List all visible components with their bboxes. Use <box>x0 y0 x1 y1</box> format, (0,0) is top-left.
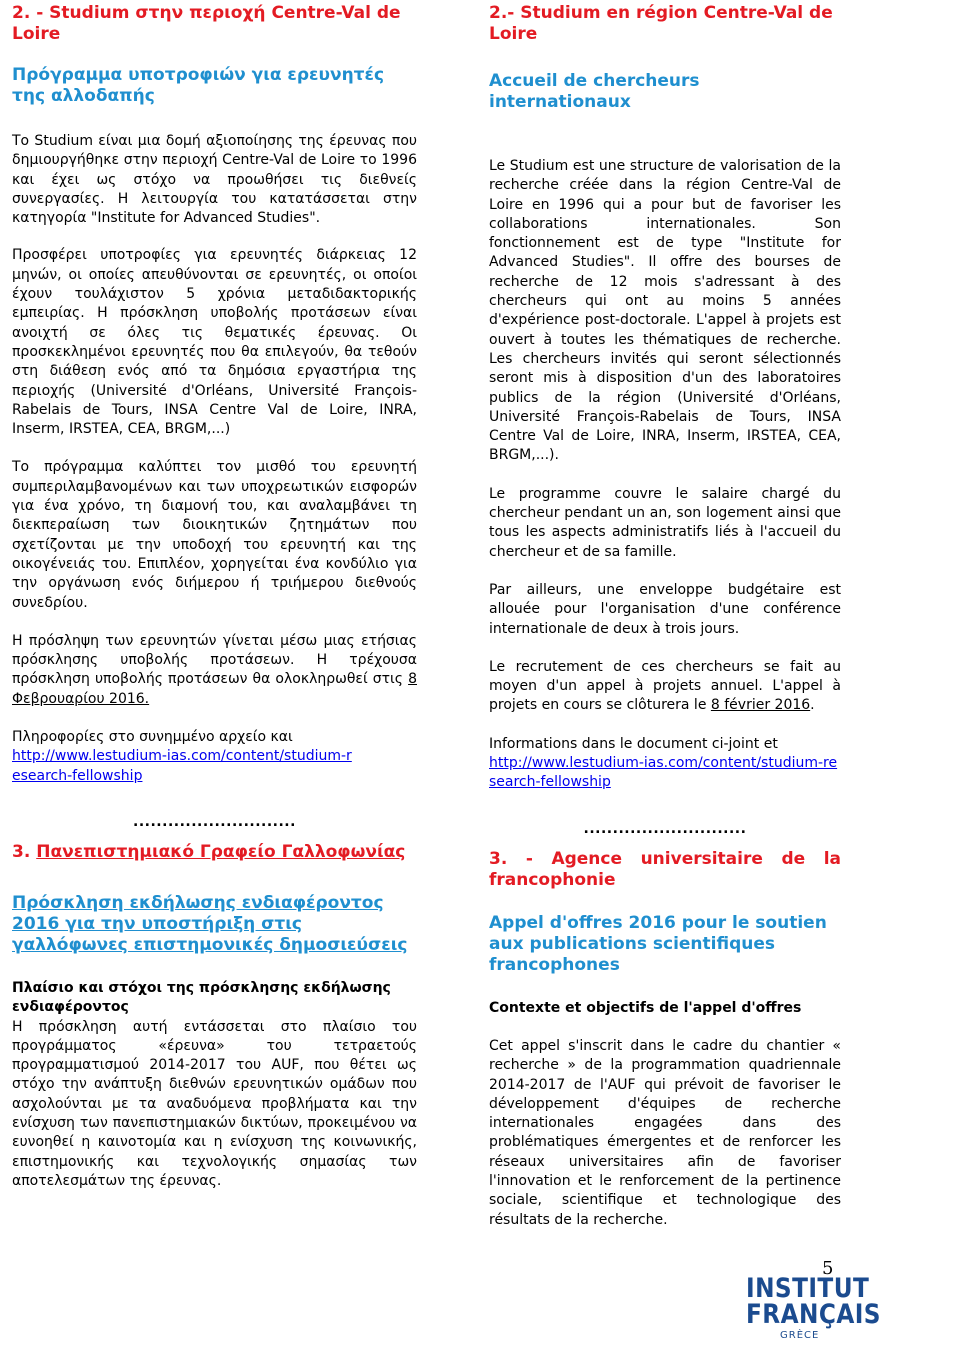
page-number: 5 <box>822 1258 834 1279</box>
deadline-date-fr: 8 février 2016 <box>710 697 811 714</box>
studium-title-fr: 2.- Studium en région Centre-Val de Loire <box>489 3 833 44</box>
auf-body-el: Η πρόσκληση αυτή εντάσσεται στο πλαίσιο του προγράμματος «έρευνα» του τετραετούς προγραμματισμού 2014-2017 του AUF, που θέτει ως στόχο την ανάπτυξη διεθνών ερευνητικών ομάδων που ασχολούνται με τα αναδυόμενα προβλήματα και την ενίσχυση των πανεπιστημιακών δικτύων, προκειμένου να ευνοηθεί η καινοτομία και η ενίσχυση της κοινωνικής, επιστημονικής και τεχνολογικής σημασίας των αποτελεσμάτων της έρευνας. <box>12 1018 417 1189</box>
auf-subtitle-fr: Appel d'offres 2016 pour le soutien aux publications scientifiques francophones <box>489 912 827 975</box>
logo-line-3: GRÈCE <box>780 1330 820 1341</box>
auf-heading-el: Πλαίσιο και στόχοι της πρόσκλησης εκδήλωσης ενδιαφέροντος <box>12 979 391 1016</box>
greek-column <box>12 0 417 1191</box>
separator-dots-el: ............................ <box>133 813 296 830</box>
auf-heading-fr: Contexte et objectifs de l'appel d'offres <box>489 999 802 1016</box>
studium-paragraph-2-el: Προσφέρει υποτροφίες για ερευνητές διάρκειας 12 μηνών, οι οποίες απευθύνονται σε ερευνητές, οι οποίοι έχουν τουλάχιστον 5 χρόνια μεταδιδακτορικής εμπειρίας. Η πρόσκληση υποβολής προτάσεων είναι ανοιχτή σε όλες τις θεματικές έρευνας. Οι προσκεκλημένοι ερευνητές που θα επιλεγούν, θα τεθούν στη διάθεση ενός από τα δημόσια εργαστήρια της περιοχής (Université d'Orléans, Université François-Rabelais de Tours, INSA Centre Val de Loire, INRA, Inserm, IRSTEA, CEA, BRGM,...) <box>12 247 417 438</box>
studium-paragraph-4-el: Η πρόσληψη των ερευνητών γίνεται μέσω μιας ετήσιας πρόσκλησης υποβολής προτάσεων. Η τρέχουσα πρόσκληση υποβολής προτάσεων θα ολοκληρωθεί στις 8 Φεβρουαρίου 2016. <box>12 632 417 707</box>
studium-title-el: 2. - Studium στην περιοχή Centre-Val de Loire <box>12 3 401 44</box>
studium-paragraph-3-el: Το πρόγραμμα καλύπτει τον μισθό του ερευνητή συμπεριλαμβανομένων και των υποχρεωτικών εισφορών για ένα χρόνο, τη διαμονή του, και αναλαμβάνει τη διεκπεραίωση των διοικητικών ζητημάτων που σχετίζονται με την υποδοχή του ερευνητή και της οικογένειάς του. Επιπλέον, χορηγείται ένα κονδύλιο για την οργάνωση ενός διήμερου ή τριήμερου διεθνούς συνεδρίου. <box>12 459 417 611</box>
info-line-el: Πληροφορίες στο συνημμένο αρχείο και <box>12 729 293 746</box>
deadline-date-el: 8 Φεβρουαρίου 2016. <box>12 671 417 707</box>
auf-body-fr: Cet appel s'inscrit dans le cadre du chantier « recherche » de la programmation quadriennale 2014-2017 de l'AUF qui prévoit de favoriser le développement d'équipes de recherche internationales engagées dans des problématiques émergentes et de renforcer les réseaux universitaires afin de favoriser l'innovation et le renforcement de la pertinence sociale, scientifique et technologique des résultats de la recherche. <box>489 1037 841 1228</box>
french-column <box>489 0 841 1230</box>
logo-line-1: INSTITUT <box>746 1273 870 1304</box>
auf-title-fr: 3. - Agence universitaire de la francophonie <box>489 848 841 890</box>
logo-line-2: FRANÇAIS <box>746 1299 881 1330</box>
studium-paragraph-4-fr: Le recrutement de ces chercheurs se fait au moyen d'un appel à projets annuel. L'appel à projets en cours se clôturera le 8 février 2016. <box>489 658 841 714</box>
institut-francais-logo <box>746 1273 881 1350</box>
auf-subtitle-el: Πρόσκληση εκδήλωσης ενδιαφέροντος 2016 για την υποστήριξη στις γαλλόφωνες επιστημονικές δημοσιεύσεις <box>12 892 408 955</box>
studium-paragraph-1-fr: Le Studium est une structure de valorisation de la recherche créée dans la région Centre-Val de Loire en 1996 qui a pour but de favoriser les collaborations internationales. Son fonctionnement est de type "Institute for Advanced Studies". Il offre des bourses de recherche de 12 mois s'adressant à des chercheurs qui ont au moins 5 années d'expérience post-doctorale. L'appel à projets est ouvert à toutes les thématiques de recherche. Les chercheurs invités qui seront sélectionnés seront mis à disposition d'un des laboratoires publics de la région (Université d'Orléans, Université François-Rabelais de Tours, INSA Centre Val de Loire, INRA, Inserm, IRSTEA, CEA, BRGM,...). <box>489 158 841 464</box>
auf-title-el: 3. Πανεπιστημιακό Γραφείο Γαλλοφωνίας <box>12 841 406 862</box>
studium-subtitle-el: Πρόγραμμα υποτροφιών για ερευνητές της αλλοδαπής <box>12 65 385 106</box>
studium-link-el[interactable]: http://www.lestudium-ias.com/content/studium-research-fellowship <box>12 748 352 784</box>
studium-paragraph-1-el: Το Studium είναι μια δομή αξιοποίησης της έρευνας που δημιουργήθηκε στην περιοχή Centre-Val de Loire το 1996 και έχει ως στόχο να προωθήσει τις διεθνείς συνεργασίες. Η λειτουργία του κατατάσσεται στην κατηγορία "Institute for Advanced Studies". <box>12 133 417 227</box>
studium-subtitle-fr: Accueil de chercheurs internationaux <box>489 71 700 112</box>
studium-paragraph-3-fr: Par ailleurs, une enveloppe budgétaire est allouée pour l'organisation d'une conférence internationale de deux à trois jours. <box>489 581 841 637</box>
studium-link-fr[interactable]: http://www.lestudium-ias.com/content/studium-research-fellowship <box>489 755 838 791</box>
separator-dots-fr: ............................ <box>583 820 747 837</box>
info-line-fr: Informations dans le document ci-joint et <box>489 735 778 752</box>
studium-paragraph-2-fr: Le programme couvre le salaire chargé du chercheur pendant un an, son logement ainsi que tous les aspects administratifs liés à l'accueil du chercheur et de sa famille. <box>489 485 841 560</box>
